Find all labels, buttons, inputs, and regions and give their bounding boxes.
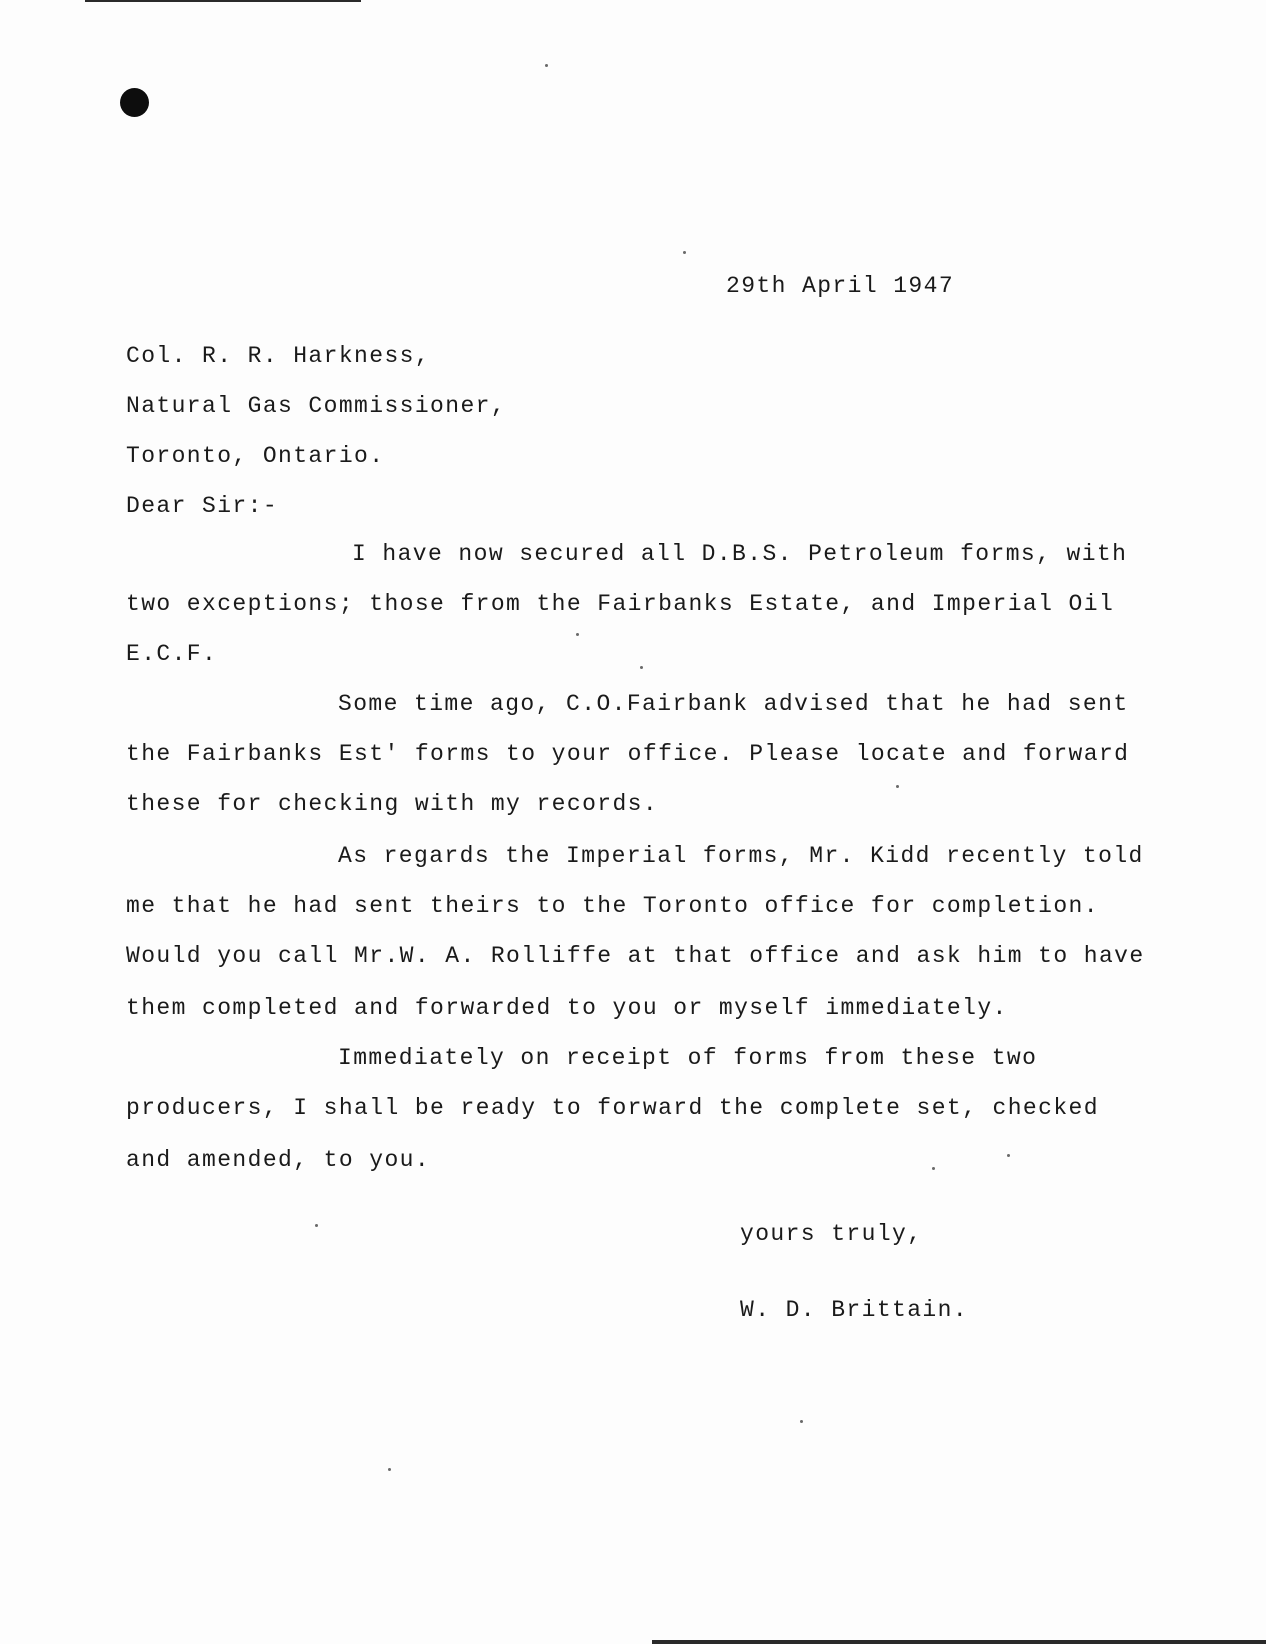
signature: W. D. Brittain. [740, 1297, 969, 1323]
recipient-title: Natural Gas Commissioner, [126, 393, 507, 419]
scan-speck [800, 1420, 803, 1423]
scan-speck [576, 633, 579, 636]
closing: yours truly, [740, 1221, 923, 1247]
paragraph-2-line-3: these for checking with my records. [126, 791, 659, 817]
paragraph-3-line-2: me that he had sent theirs to the Toronto office for completion. [126, 893, 1099, 919]
scan-speck [932, 1167, 935, 1170]
punch-hole-mark [120, 88, 149, 117]
scan-speck [388, 1468, 391, 1471]
paragraph-1-line-3: E.C.F. [126, 641, 218, 667]
scan-speck [545, 64, 548, 67]
paragraph-2-line-2: the Fairbanks Est' forms to your office. Please locate and forward [126, 741, 1130, 767]
recipient-name: Col. R. R. Harkness, [126, 343, 431, 369]
scan-speck [640, 666, 643, 669]
top-edge-rule [85, 0, 361, 2]
salutation: Dear Sir:- [126, 493, 279, 519]
scan-speck [1007, 1154, 1010, 1157]
scan-speck [683, 251, 686, 254]
scan-speck [896, 785, 899, 788]
bottom-edge-rule [652, 1640, 1266, 1644]
paragraph-3-line-3: Would you call Mr.W. A. Rolliffe at that office and ask him to have [126, 943, 1145, 969]
scan-speck [315, 1224, 318, 1227]
paragraph-3-line-4: them completed and forwarded to you or myself immediately. [126, 995, 1008, 1021]
paragraph-1-line-1: I have now secured all D.B.S. Petroleum forms, with [352, 541, 1128, 567]
paragraph-1-line-2: two exceptions; those from the Fairbanks Estate, and Imperial Oil [126, 591, 1115, 617]
paragraph-2-line-1: Some time ago, C.O.Fairbank advised that he had sent [338, 691, 1129, 717]
letter-date: 29th April 1947 [726, 273, 955, 299]
paragraph-3-line-1: As regards the Imperial forms, Mr. Kidd recently told [338, 843, 1144, 869]
recipient-location: Toronto, Ontario. [126, 443, 385, 469]
paragraph-4-line-1: Immediately on receipt of forms from these two [338, 1045, 1038, 1071]
paragraph-4-line-3: and amended, to you. [126, 1147, 431, 1173]
paragraph-4-line-2: producers, I shall be ready to forward the complete set, checked [126, 1095, 1099, 1121]
